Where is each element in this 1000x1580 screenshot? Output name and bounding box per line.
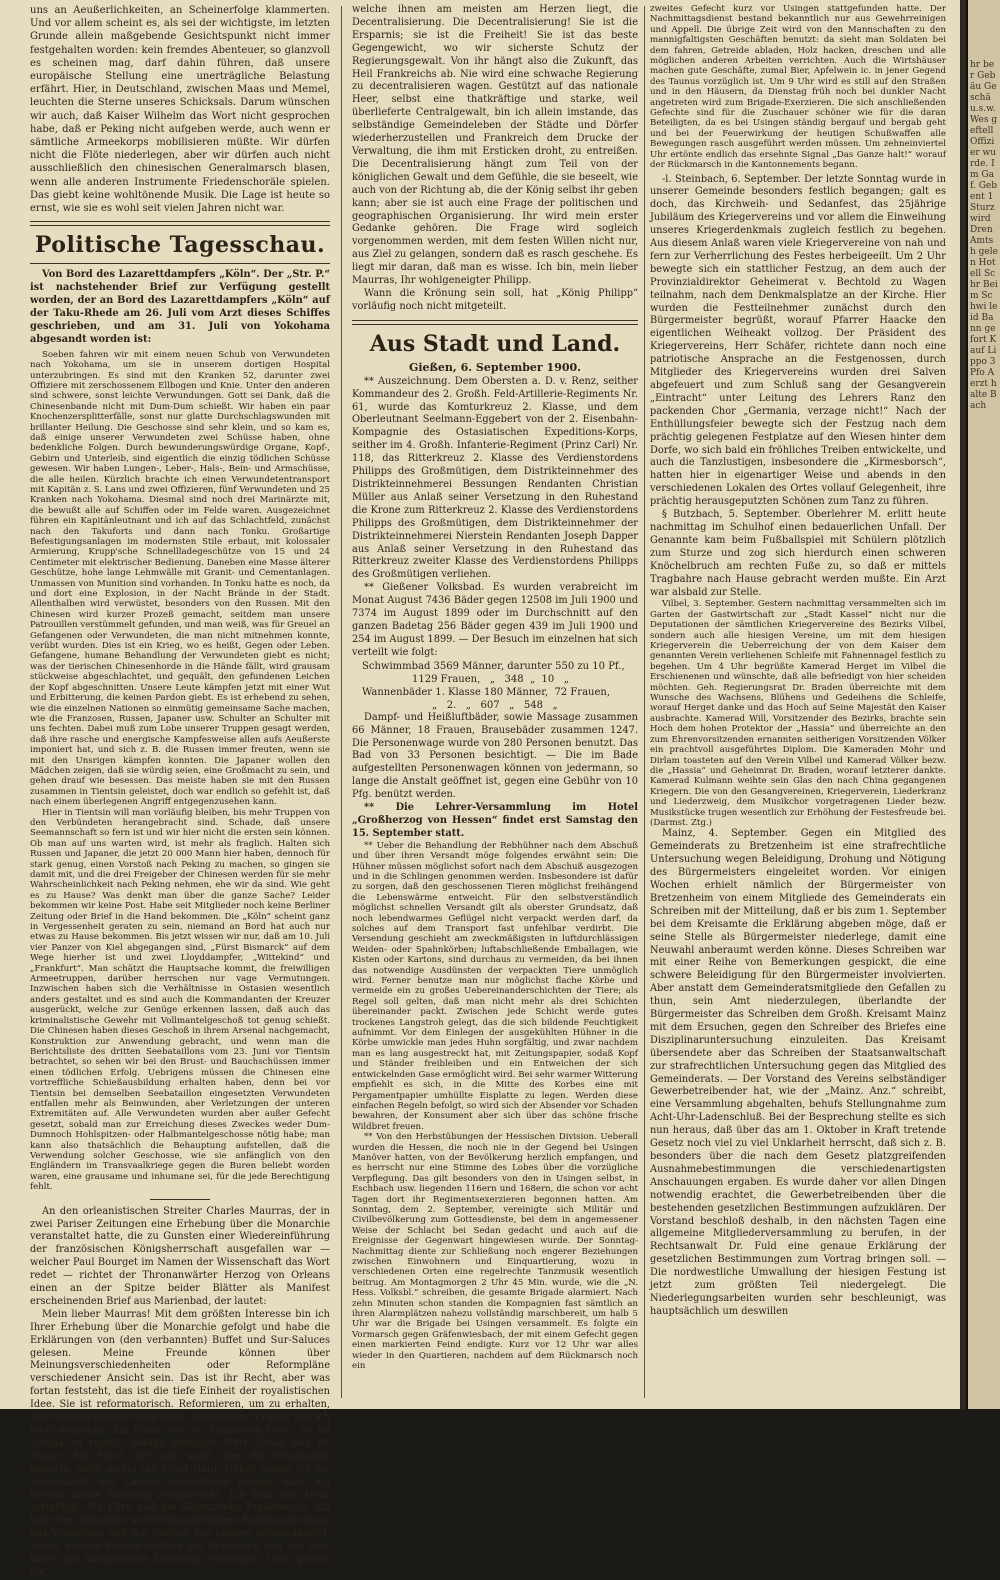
bath-statistics-row-4: „ 2. „ 607 „ 548 „	[432, 699, 558, 711]
section-heading-aus-stadt-und-land: Aus Stadt und Land.	[369, 330, 621, 357]
news-herbstuebungen-continued: zweites Gefecht kurz vor Usingen stattgefunden hatte. Der Nachmittagsdienst bestand bekanntlich nur aus Gewehrreinigen und Appell. Die übrige Zeit wird von den Mannschaften zu den mannigfaltigsten Geschäften benutzt: da sieht man Soldaten bei dem fahren, Getreide abladen, Holz hacken, dreschen und alle möglichen anderen Arbeiten verrichten. Auch die Wirtshäuser machen gute Geschäfte, zumal Bier, Apfelwein ic. in jener Gegend des Taunus vorzüglich ist. Um 9 Uhr wird es still auf den Straßen und in den Häusern, da Dienstag früh noch bei dunkler Nacht angetreten wird zum Brigade-Exerzieren. Die sich anschließenden Gefechte sind für die Zuschauer schöner wie für die daran Beteiligten, da es bei Usingen ständig bergauf und bergab geht und bei der Feuerwirkung der heutigen Schußwaffen alle Bewegungen rasch ausgeführt werden müssen. Um zehneinviertel Uhr ertönte endlich das ersehnte Signal „Das Ganze halt!“ worauf der Rückmarsch in die Kantonnements begann.	[650, 4, 946, 171]
news-lehrer-versammlung: ** Die Lehrer-Versammlung im Hotel „Großherzog von Hessen“ findet erst Samstag den 15. September statt.	[352, 802, 638, 839]
news-steinbach: -l. Steinbach, 6. September. Der letzte Sonntag wurde in unserer Gemeinde besonders festlich begangen; galt es doch, das Kirchweih- und Sedanfest, das 25jährige Jubiläum des Kriegervereins und vor allem die Einweihung unseres Kriegerdenkmals zugleich festlich zu begehen. Aus diesem Anlaß waren viele Kriegervereine von nah und fern zur Verherrlichung des Festes herbeigeeilt. Um 2 Uhr bewegte sich ein stattlicher Festzug, an dem auch der Provinzialdirektor Geheimerat v. Bechtold zu Wagen teilnahm, nach dem Denkmalsplatze an der Kirche. Hier wurden die Festteilnehmer zunächst durch den Bürgermeister begrüßt, worauf Pfarrer Haacke den eigentlichen Weiheakt vollzog. Der Präsident des Kriegervereins, Herr Schäfer, richtete dann noch eine patriotische Ansprache an die Festgenossen, durch Mitglieder des Kriegervereins wurden drei Salven abgefeuert und zum Schluß sang der Gesangverein „Eintracht“ unter Leitung des Lehrers Ranz den packenden Chor „Germania, verzage nicht!“ Nach der Enthüllungsfeier bewegte sich der Festzug nach dem prächtig gelegenen Festplatze auf den Wiesen hinter dem Dorfe, wo sich bald ein fröhliches Treiben entwickelte, und auch die Tanzlustigen, insbesondere die „Kirmesborsch“, hatten hier in eigenartiger Weise und abends in den verschiedenen Lokalen des Ortes vollauf Gelegenheit, ihre prächtig herausgeputzten Schönen zum Tanz zu führen.	[650, 173, 946, 508]
maurras-note: Wann die Krönung sein soll, hat „König Philipp“ vorläufig noch nicht mitgeteilt.	[352, 287, 638, 312]
dateline: Gießen, 6. September 1900.	[408, 360, 581, 374]
news-rebhuehner: ** Ueber die Behandlung der Rebhühner nach dem Abschuß und über ihren Versandt möge folgendes erwähnt sein: Die Hühner müssen möglichst sofort nach dem Abschuß ausgezogen und in die Schlingen genommen werden. Insbesondere ist dafür zu sorgen, daß den geschossenen Tieren möglichst freihängend die Lebenswärme entweicht. Für den selbstverständlich möglichst schnellen Versandt gilt als oberster Grundsatz, daß noch lebendwarmes Geflügel nicht verpackt werden darf, da solches auf dem Transport fast unfehlbar verdirbt. Die Versendung geschieht am zweckmäßigsten in luftdurchlässigen Weiden- oder Spahnkörben; luftabschließende Emballagen, wie Kisten oder Kartons, sind durchaus zu vermeiden, da bei ihnen das notwendige Ausdünsten der verpackten Tiere unmöglich wird. Ferner benutze man nur möglichst flache Körbe und vermeide ein zu großes Uebereinanderschichten der Tiere; als Regel soll gelten, daß man nicht mehr als drei Schichten übereinander packt. Zwischen jede Schicht werde gutes trockenes Langstroh gelegt, das die sich bildende Feuchtigkeit aufnimmt. Vor dem Einlegen der ausgekühlten Hühner in die Körbe umwickle man jedes Huhn sorgfältig, und zwar nachdem man es lang ausgestreckt hat, mit Zeitungspapier, sodaß Kopf und Ständer freibleiben und ein Entweichen der sich entwickelnden Gase ermöglicht wird. Bei sehr warmer Witterung empfiehlt es sich, in die Mitte des Korbes eine mit Pergamentpapier umhüllte Eisplatte zu legen. Werden diese einfachen Regeln befolgt, so wird sich der Absender vor Schaden bewahren, der Konsument aber sich über das schöne frische Wildbret freuen.	[352, 840, 638, 1132]
maurras-letter: Mein lieber Maurras! Mit dem größten Interesse bin ich Ihrer Erhebung über die Monarchie gefolgt und habe die Erklärungen von (den verbannten) Buffet und Sur-Saluces gelesen. Meine Freunde können über Meinungsverschiedenheiten oder Reformpläne verschiedener Ansicht sein. Das ist ihr Recht, aber was fortan feststeht, das ist die tiefe Einheit der royalistischen Idee. Sie ist reformatorisch. Reformieren, um zu erhalten, das ist mein ganzes Programm. Auf einzelne Fragen will ich nicht eingehen. Ein Fürst, der die Anmaßung hätte, sie im voraus zu regeln, befäße geringen Wert (ferait peu de chose). Ein Fürst, der sich nicht über die Grundsätze äußerte, wäre nichts (ne ferait rien). Ueber einige für die Lebenskraft des Landes wesentliche Fragen habe ich bereits meine Meinung ausgedrückt. Ich habe das Heer verteidigt, die Ehre und die Schutzwehr Frankreichs. Ich habe den jüdischen und freimaurerischen Kosmopolitismus, das Verderben und die Unehre des Landes gebrandmarkt. Ueber andere Fragen dürften die Franzosen von mir eine klare und kategorische Erklärung verlangen. Dazu gehört die,	[30, 1308, 330, 1578]
heading-rule	[30, 263, 330, 264]
column-left	[30, 4, 330, 1578]
news-auszeichnung: ** Auszeichnung. Dem Obersten a. D. v. Renz, seither Kommandeur des 2. Großh. Feld-Artillerie-Regiments Nr. 61, wurde das Komturkreuz 2. Klasse, und dem Oberleutnant Seelmann-Eggebert von der 2. Eisenbahn-Kompagnie des Ostasiatischen Expeditions-Korps, seither im 4. Großh. Infanterie-Regiment (Prinz Carl) Nr. 118, das Ritterkreuz 2. Klasse des Verdienstordens Philipps des Großmütigen, dem Distrikteinnehmer des Distrikteinnehmerei Bessungen Rendanten Christian Müller aus Anlaß seiner Versetzung in den Ruhestand die Krone zum Ritterkreuz 2. Klasse des Verdienstordens Philipps des Großmütigen, dem Distrikteinnehmer der Distrikteinnehmerei Nierstein Rendanten Joseph Dapper aus Anlaß seiner Versetzung in den Ruhestand das Ritterkreuz zweiter Klasse des Verdienstordens Philipps des Großmütigen verliehen.	[352, 375, 638, 581]
bath-statistics-row-3: Wannenbäder 1. Klasse 180 Männer, 72 Frauen,	[362, 686, 611, 698]
news-herbstuebungen: ** Von den Herbstübungen der Hessischen Division. Ueberall wurden die Hessen, die noch nie in der Gegend bei Usingen Manöver hatten, von der Bevölkerung herzlich empfangen, und es herrscht nur eine Stimme des Lobes über die vorzügliche Verpflegung. Das gilt besonders von den in Usingen selbst, in Eschbach usw. liegenden 116ern und 168ern, die schon vor acht Tagen dort ihr Regimentsexerzieren begonnen hatten. Am Sonntag, dem 2. September, vereinigte sich Militär und Civilbevölkerung zum Gottesdienste, bei dem in angemessener Weise der Schlacht bei Sedan gedacht und auch auf die Ereignisse der Gegenwart hingewiesen wurde. Der Sonntag-Nachmittag diente zur Schließung noch engerer Beziehungen zwischen Einwohnern und Einquartierung, wozu in verschiedenen Orten eine regelrechte Tanzmusik wesentlich beitrug. Am Montagmorgen 2 Uhr 45 Min. wurde, wie die „N. Hess. Volksbl.“ schreiben, die gesamte Brigade alarmiert. Nach zehn Minuten schon standen die Kompagnien fast sämtlich an ihren Alarmplätzen nahezu vollständig marschbereit, um halb 5 Uhr war die Brigade bei Usingen versammelt. Es folgte ein Vormarsch gegen Gräfenwiesbach, der mit einem Gefecht gegen einen markierten Feind endigte. Kurz vor 12 Uhr war alles wieder in den Quartieren, nachdem auf dem Rückmarsch noch ein	[352, 1132, 638, 1372]
article-intro-continued: uns an Aeußerlichkeiten, an Scheinerfolge klammerten. Und vor allem scheint es, als sei der wichtigste, im letzten Grunde allein maßgebende Gesichtspunkt nicht immer festgehalten worden: kein fremdes Abenteuer, so glanzvoll es scheinen mag, darf dahin führen, daß unsere europäische Stellung eine unerträgliche Belastung erfährt. Hier, in Deutschland, zwischen Maas und Memel, leuchten die Sterne unseres Schicksals. Darum wünschen wir auch, daß Kaiser Wilhelm das Wort nicht gesprochen habe, daß er Peking nicht aufgeben werde, auch wenn er sämtliche Armeekorps mobilisieren müßte. Wir dürfen nicht die Flöte niederlegen, aber wir dürfen auch nicht ausschließlich den chinesischen Generalmarsch blasen, wenn alle anderen Instrumente Friedenschoräle spielen. Das giebt keine wohltönende Musik. Die Lage ist heute so ernst, wie sie es wohl seit vielen Jahren nicht war.	[30, 5, 330, 215]
column-middle	[352, 4, 638, 1402]
section-heading-politische-tagesschau: Politische Tagesschau.	[34, 232, 326, 259]
news-mainz: Mainz, 4. September. Gegen ein Mitglied des Gemeinderats zu Bretzenheim ist eine strafrechtliche Untersuchung wegen Beleidigung, Drohung und Nötigung des Bürgermeisters eingeleitet worden. Vor einigen Wochen erhielt nämlich der Bürgermeister von Bretzenheim von einem Mitgliede des Gemeinderats ein Schreiben mit der Mitteilung, daß er bis zum 1. September bei dem Kreisamte die Erklärung abgeben möge, daß er seine Stelle als Bürgermeister niederlege, damit eine Neuwahl anberaumt werden könne. Dieses Schreiben war mit einer Reihe von Bemerkungen gespickt, die eine schwere Beleidigung für den Bürgermeister involvierten. Aber anstatt dem Gemeinderatsmitgliede den Gefallen zu thun, sein Amt niederzulegen, überlandte der Bürgermeister das Schreiben dem Großh. Kreisamt Mainz mit dem Ersuchen, gegen den Schreiber des Briefes eine Disziplinaruntersuchung einzuleiten. Das Kreisamt übersendete aber das Schreiben der Staatsanwaltschaft zur strafrechtlichen Untersuchung gegen das Mitglied des Gemeinderats. — Der Vorstand des Vereins selbständiger Gewerbetreibender hat, wie der „Mainz. Anz.“ schreibt, eine Versammlung abgehalten, behufs Stellungnahme zum Acht-Uhr-Ladenschluß. Bei der Besprechung stellte es sich nun heraus, daß über das am 1. Oktober in Kraft tretende Gesetz noch viel zu viel Unklarheit herrscht, daß sich z. B. besonders über die nach dem Gesetz platzgreifenden Ausnahmebestimmungen die verschiedenartigsten Anschauungen ergaben. Es wurde daher vor allen Dingen notwendig erachtet, die Gewerbetreibenden über die bestehenden gesetzlichen Bestimmungen aufzuklären. Der Vorstand beschloß deshalb, in den nächsten Tagen eine allgemeine Mitgliederversammlung zu berufen, in der Rechtsanwalt Dr. Fuld eine genaue Erklärung der gesetzlichen Bestimmungen zum Vortrag bringen soll. — Die nordwestliche Umwallung der hiesigen Festung ist jetzt zum größten Teil niedergelegt. Die Niederlegungsarbeiten wurden sehr beschleunigt, was hauptsächlich um deswillen	[650, 828, 946, 1317]
column-rule-2	[644, 6, 645, 1398]
maurras-intro: An den orleanistischen Streiter Charles Maurras, der in zwei Pariser Zeitungen eine Erhebung über die Monarchie veranstaltet hatte, die zu Gunsten einer Wiedereinführung der französischen Königsherrschaft ausgefallen war — welcher Paul Bourget im Namen der Wissenschaft das Wort redet — richtet der Thronanwärter Herzog von Orleans einen an der Spitze beider Blätter als Manifest erscheinenden Brief aus Marienbad, der lautet:	[30, 1205, 330, 1307]
article-lead: Von Bord des Lazarettdampfers „Köln“. Der „Str. P.“ ist nachstehender Brief zur Verfügung gestellt worden, der an Bord des Lazarettdampfers „Köln“ auf der Taku-Rhede am 26. Juli vom Arzt dieses Schiffes geschrieben, und am 31. Juli von Yokohama abgesandt worden ist:	[30, 269, 330, 345]
news-volksbad: ** Gießener Volksbad. Es wurden verabreicht im Monat August 7436 Bäder gegen 12508 im Juli 1900 und 7374 im August 1899 oder im Durchschnitt auf den ganzen Badetag 256 Bäder gegen 439 im Juli 1900 und 254 im August 1899. — Der Besuch im einzelnen hat sich verteilt wie folgt:	[352, 582, 638, 658]
news-baeder: Dampf- und Heißluftbäder, sowie Massage zusammen 66 Männer, 18 Frauen, Brausebäder zusammen 1247. Die Personenwage wurde von 280 Personen benutzt. Das Bad von 33 Personen besichtigt. — Die im Bade aufgestellten Personenwagen können von jedermann, so lange die Anstalt geöffnet ist, gegen eine Gebühr von 10 Pfg. benützt werden.	[352, 711, 638, 801]
adjacent-page-edge	[960, 0, 1000, 1409]
news-butzbach: § Butzbach, 5. September. Oberlehrer M. erlitt heute nachmittag im Schulhof einen bedauerlichen Unfall. Der Genannte kam beim Fußballspiel mit Schülern plötzlich zum Sturze und zog sich hierdurch einen schweren Knöchelbruch am rechten Fuße zu, so daß er mittels Tragbahre nach Hause gebracht werden mußte. Ein Arzt war alsbald zur Stelle.	[650, 509, 946, 598]
section-divider	[30, 221, 330, 226]
section-divider	[352, 320, 638, 325]
maurras-letter-continued: welche ihnen am meisten am Herzen liegt, die Decentralisierung. Die Decentralisierung! Sie ist die Ersparnis; sie ist die Freiheit! Sie ist das beste Gegengewicht, wo wir sicherste Schutz der Regierungsgewalt. Von ihr hängt also die Zukunft, das Heil Frankreichs ab. Nie wird eine schwache Regierung zu decentralisieren wagen. Gestützt auf das nationale Heer, selbst eine thatkräftige und starke, weil überlieferte Centralgewalt, bin ich allein imstande, das selbständige Gemeindeleben der Städte und Dörfer wiederherzustellen und Frankreich dem Drucke der Verwaltung, die ihm mit Ersticken droht, zu entreißen. Die Decentralisierung hängt zum Teil von der königlichen Gewalt und dem Gefühle, die sie beseelt, wie auch von der Richtung ab, die der König selbst ihr geben kann; aber sie ist auch eine Frage der politischen und geographischen Organisierung. Ihr wird mein erster Gedanke gehören. Die Frage wird sogleich vorgenommen werden, mit dem festen Willen nicht nur, aus Ziel zu gelangen, sondern daß es rasch geschehe. Es liegt mir daran, daß man es wisse. Ich bin, mein lieber Maurras, Ihr wohlgeneigter Philipp.	[352, 4, 638, 287]
adjacent-page-text: hr ber Gebäu Geschä u.s.w. Wes geftell Offizier wurde. Im Gaf. Gebent 1 Sturz wird Dren Amtsh gelen Hotell Schr Beim Schwi leid Bann gefort Kauf Lippo 3 Pfo Aerzt halte Bach	[966, 0, 1000, 1409]
article-separator	[150, 1199, 210, 1200]
bath-statistics-row-2: 1129 Frauen, „ 348 „ 10 „	[412, 673, 569, 685]
letter-paragraph-2: Hier in Tientsin will man vorläufig bleiben, bis mehr Truppen von den Verbündeten herangebracht sind. Schade, daß unsere Seemannschaft so fern ist und wir hier nicht die ersten sein können. Ob man auf uns warten wird, ist mehr als fraglich. Halten sich Russen und Japaner, die jetzt 20 000 Mann hier haben, dennoch für stark genug, einen Vorstoß nach Peking zu machen, so gingen sie damit mit, und die drei Freigeber der Chinesen werden für sie mehr Wahrscheinlichkeit nach Peking nehmen, ehe wir da sind. Wie geht es zu Hause? Was denkt man über die ganze Sache? Leider bekommen wir keine Post. Habe seit Mitglieder noch keine Berliner Zeitung oder Brief in die Hand bekommen. Die „Köln“ scheint ganz in Vergessenheit geraten zu sein, niemand an Bord hat auch nur etwas zu Hause bekommen. Bis jetzt wissen wir nur, daß am 10. Juli vier Panzer von Kiel abgegangen sind, „Fürst Bismarck“ auf dem Wege hierher ist und zwei Lloyddampfer, „Wittekind“ und „Frankfurt“. Man schätzt die Hauptsache kommt, die freiwilligen Armeetruppen, darüber herrschen nur vage Vermutungen. Inzwischen haben sich die Verhältnisse in Ostasien wesentlich anders gestaltet und es sind auch die Kommandanten der Kreuzer ausgerückt, welche zur Genüge erkennen lassen, daß auch das kriminalistische Gewehr mit Vollmantelgeschoß tot genug schießt. Die Chinesen haben dieses Geschoß in ihrem Arsenal nachgemacht, Konstruktion zur Anwendung gebracht, und wenn man die Berichtsliste des dritten Seebataillons vom 23. Juni vor Tientsin betrachtet, so sehen wir bei den Brust- und Bauchschüssen immer einen tödlichen Erfolg. Uebrigens müssen die Chinesen eine vortreffliche Schießausbildung erhalten haben, denn bei vor Tientsin bei demselben Seebataillon eingesetzten Verwundeten entfallen mehr als Beinwunden, aber Verletzungen der unteren Extremitäten auf. Alle Verwundeten wurden aber außer Gefecht gesetzt, sobald man zur Erreichung dieses Zweckes weder Dum-Dumnoch Hohlspitzen- oder Halbmantelgeschosse nötig habe; man kann also thatsächlich die Behauptung aufstellen, daß die Verwendung solcher Geschosse, wie sie anfänglich von den Engländern im Transvaalkriege gegen die Buren beliebt worden waren, eine grausame und inhumane sei, für die jede Berechtigung fehlt.	[30, 807, 330, 1193]
bath-statistics-row-1: Schwimmbad 3569 Männer, darunter 550 zu 10 Pf.,	[362, 660, 625, 672]
column-rule-1	[341, 6, 342, 1398]
news-vilbel: Vilbel, 3. September. Gestern nachmittag versammelten sich im Garten der Gastwirtschaft zur „Stadt Kassel“ nicht nur die Deputationen der sämtlichen Kriegervereine des Bezirks Vilbel, sondern auch alle hiesigen Vereine, um mit dem hiesigen Kriegerverein die Ueberreichung der von dem Kaiser dem genannten Verein verliehenen Schleife mit Fahnennagel festlich zu begehen. Um 4 Uhr begrüßte Kamerad Herget im Vilbel die Erschienenen und wünschte, daß alle befriedigt von hier scheiden möchten. Geh. Regierungsrat Dr. Braden überreichte mit dem Wunsche des Wachsens, Blühens und Gedeihens die Schleife, worauf Herget danke und das Hoch auf Seine Majestät den Kaiser ausbrachte. Kamerad Will, Vorsitzender des Bezirks, brachte sein Hoch dem hohen Protektor der „Hassia“ und überreichte an den zum Ehrenvorsitzenden ernannten seitherigen Vorsitzenden Völker ein prachtvoll ausgeführtes Diplom. Die Kameraden Mohr und Dirlam toasteten auf den Verein Vilbel und Kamerad Völker bezw. die „Hassia“ und Geheimrat Dr. Braden, worauf letzterer dankte. Kamerad Kulmann weihte sein Glas den nach China gegangenen Kriegern. Die von den Gesangvereinen, Kriegerverein, Liederkranz und Liederzweig, dem Musikchor vorgetragenen Lieder bezw. Musikstücke trugen wesentlich zur Erhöhung der Festesfreude bei. (Darmst. Ztg.)	[650, 599, 946, 828]
letter-paragraph-1: Soeben fahren wir mit einem neuen Schub von Verwundeten nach Yokohama, um sie in unserem dortigen Hospital unterzubringen. Es sind mit den Kranken 52, darunter zwei Offiziere mit zerschossenem Ellbogen und Knie. Unter den anderen sind schwere, sonst leichte Verwundungen. Gott sei Dank, daß die Chinesenbande nicht mit Dum-Dum schießt. Wir haben ein paar Knochenzersplitterfälle, sonst nur glatte Durchschlagswunden mit brillanter Heilung. Die Geschosse sind sehr klein, und so kam es, daß einige unserer Verwundeten zwei Schüsse haben, ohne bedenkliche Folgen. Durch bewunderungswürdige Organe, Kopf-, Gebirn und Unterleib, sind eigentlich die einzig tödlichen Schüsse gewesen. Wir haben Lungen-, Leber-, Hals-, Bein- und Armschüsse, die alle heilen. Kürzlich brachte ich einen Verwundetentransport mit Kapitän z. S. Lans und zwei Offizieren, fünf Verwundeten und 25 Kranken nach Yokohama. Diesmal sind noch drei Marinärzte mit, die bewußt alle auf Schiffen oder im Felde waren. Ausgezeichnet führen ein Kapitänleutnant und ich auf das Schlachtfeld, zunächst nach den Takuforts und dann nach Tonku. Großartige Befestigungsanlagen im modernsten Stile erbaut, mit kolossaler Armierung, Krupp'sche Schnellladegeschütze von 15 und 24 Centimeter mit elektrischer Bedienung. Daneben eine Masse älterer Geschütze, hohe lange Lehmwälle mit Granit- und Cementanlagen. Unmassen von Munition sind vorhanden. In Tonku hatte es noch, da und dort eine Explosion, in der Nacht Brände in der Stadt. Allenthalben wird verwüstet, besonders von den Russen. Mit den Chinesen wird kurzer Prozeß gemacht, seitdem man unsere Patrouillen verstümmelt gefunden, und man weiß, was für Greuel an Gefangenen oder Verwundeten, die man nicht mitnehmen konnte, verübt wurden. Dies ist ein Krieg, wo es heißt, Gegen oder Leben. Gefangene, humane Behandlung der Verwundeten giebt es nicht; was der tierischen Chinesenhorde in die Hände fällt, wird grausam stückweise abgeschlachtet, und gequält, den gefundenen Leichen der Kopf abgeschnitten. Unsere Leute kämpfen jetzt mit einer Wut und Erbitterung, die keinen Pardon giebt. Es ist erhebend zu sehen, wie die einzelnen Nationen so einmütig gemeinsame Sache machen, wie die Franzosen, Russen, Japaner usw. Schulter an Schulter mit uns fechten. Dabei muß zum Lobe unserer Truppen gesagt werden, daß ihre rasche und energische Kampfesweise allen aufs Aeußerste imponiert hat, und sich z. B. die Russen immer freuten, wenn sie mit den Unsrigen kämpfen konnten. Die Japaner wollen den Mädchen zeigen, daß sie würdig seien, eine Großmacht zu sein, und gehen drauf wie besessen. Das meiste haben sie mit den Russen zusammen in Tientsin geleistet, doch war endlich so gefehlt ist, daß nach einem überlegenen Angriff entgegenzusehen kann.	[30, 349, 330, 808]
column-right	[650, 4, 946, 1402]
